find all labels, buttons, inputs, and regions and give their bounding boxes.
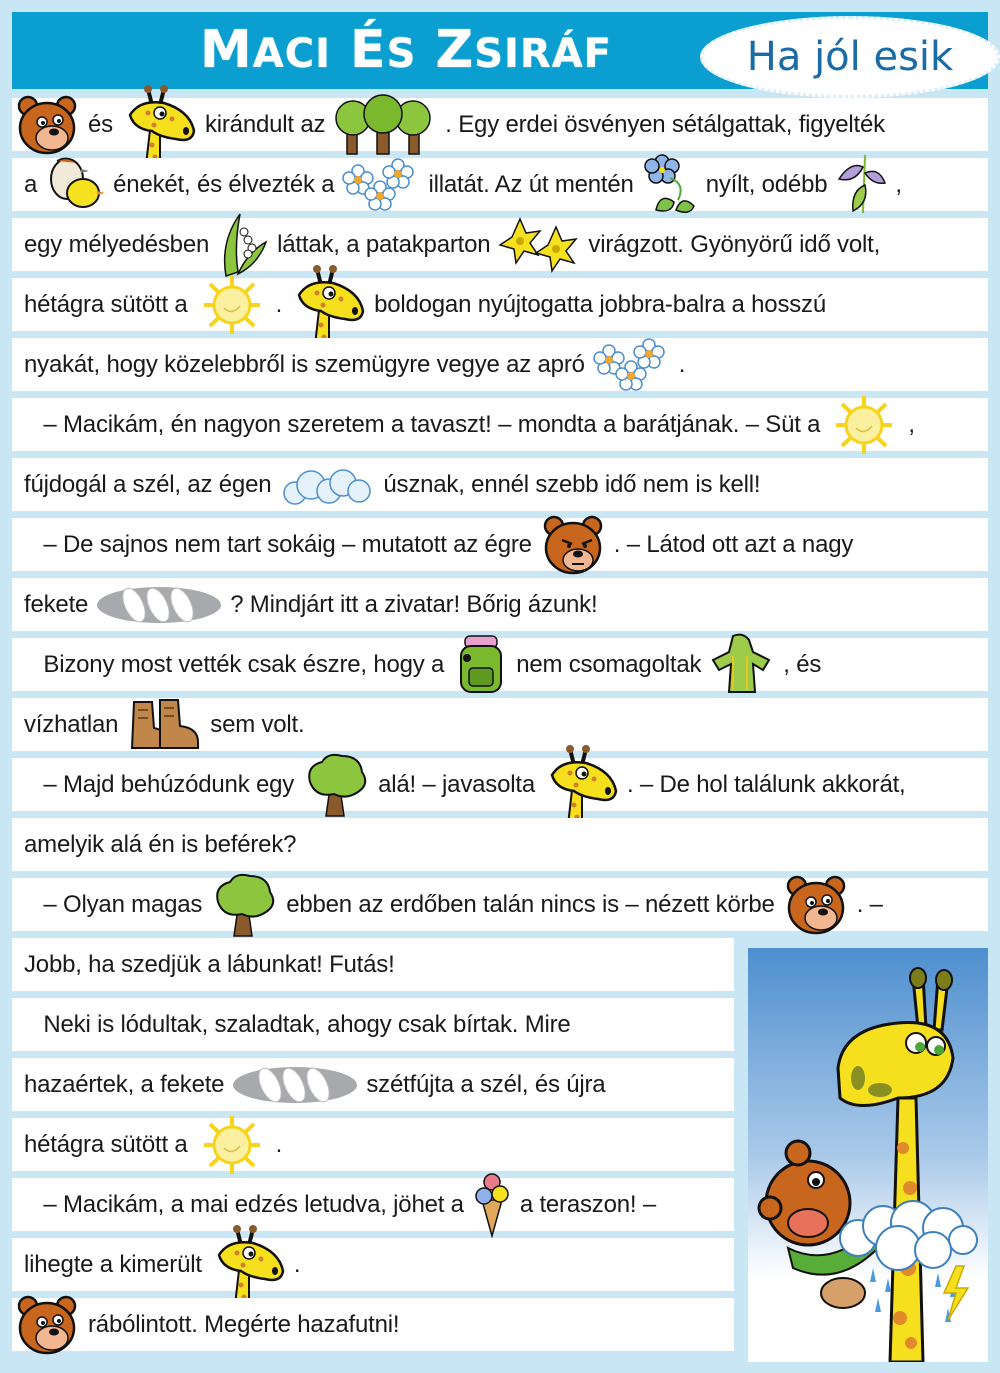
story-text-segment: virágzott. Gyönyörű idő volt, xyxy=(588,230,881,258)
story-line xyxy=(12,218,988,271)
story-text-segment: Jobb, ha szedjük a lábunkat! Futás! xyxy=(24,950,395,978)
story-text-segment: – Majd behúzódunk egy xyxy=(24,770,295,798)
backpack-icon xyxy=(450,640,510,690)
blue-violet-icon xyxy=(640,160,700,210)
story-text-segment: , xyxy=(895,170,902,198)
story-text-segment: , xyxy=(908,410,915,438)
story-line xyxy=(12,1058,734,1111)
story-text-segment: hétágra sütött a xyxy=(24,290,188,318)
story-text-segment: láttak, a patakparton xyxy=(277,230,491,258)
story-text-segment: sem volt. xyxy=(210,710,305,738)
story-text-segment: fújdogál a szél, az égen xyxy=(24,470,272,498)
story-line xyxy=(12,758,988,811)
story-text-segment: fekete xyxy=(24,590,89,618)
sun-icon xyxy=(194,1120,270,1170)
story-text-segment: ebben az erdőben talán nincs is – nézett körbe xyxy=(286,890,775,918)
story-text-segment: a xyxy=(24,170,38,198)
story-line xyxy=(12,998,734,1051)
story-text-segment: hétágra sütött a xyxy=(24,1130,188,1158)
story-text-segment: . xyxy=(275,290,283,318)
giraffe-head-icon xyxy=(541,760,621,810)
story-line xyxy=(12,938,734,991)
raincoat-icon xyxy=(707,640,777,690)
story-text-segment: vízhatlan xyxy=(24,710,119,738)
story-text-segment: . Egy erdei ösvényen sétálgattak, figyelték xyxy=(445,110,885,138)
story-line xyxy=(12,518,988,571)
story-line xyxy=(12,818,988,871)
story-text-segment: alá! – javasolta xyxy=(378,770,535,798)
purple-flower-icon xyxy=(833,160,889,210)
dark-cloud-icon xyxy=(94,580,224,630)
story-text-segment: illatát. Az út mentén xyxy=(428,170,634,198)
story-line xyxy=(12,338,988,391)
story-text-segment: – Macikám, a mai edzés letudva, jöhet a xyxy=(24,1190,464,1218)
story-line xyxy=(12,1238,734,1291)
lily-of-the-valley-icon xyxy=(215,220,271,270)
sun-icon xyxy=(826,400,902,450)
story-text-segment: . xyxy=(275,1130,283,1158)
story-text-segment: egy mélyedésben xyxy=(24,230,210,258)
story-text-segment: – Macikám, én nagyon szeretem a tavaszt! – mondta a barátjának. – Süt a xyxy=(24,410,821,438)
story-text-segment: . – De hol találunk akkorát, xyxy=(626,770,906,798)
forest-trees-icon xyxy=(331,100,439,150)
story-line xyxy=(12,1298,734,1351)
sun-icon xyxy=(194,280,270,330)
story-text-segment: hazaértek, a fekete xyxy=(24,1070,225,1098)
story-line xyxy=(12,878,988,931)
story-line xyxy=(12,1178,734,1231)
story-line xyxy=(12,158,988,211)
story-text-segment: rábólintott. Megérte hazafutni! xyxy=(88,1310,400,1338)
story-text-segment: Bizony most vették csak észre, hogy a xyxy=(24,650,445,678)
story-text-segment: . xyxy=(293,1250,301,1278)
story-text-segment: , és xyxy=(783,650,822,678)
white-flowers-icon xyxy=(591,340,673,390)
story-text-segment: úsznak, ennél szebb idő nem is kell! xyxy=(383,470,761,498)
story-text-segment: Neki is lódultak, szaladtak, ahogy csak bírtak. Mire xyxy=(24,1010,571,1038)
bear-and-giraffe-illustration xyxy=(748,948,988,1362)
story-text-segment: . xyxy=(678,350,686,378)
subtitle-badge xyxy=(700,16,1000,98)
clouds-icon xyxy=(277,460,377,510)
story-line xyxy=(12,398,988,451)
giraffe-head-icon xyxy=(288,280,368,330)
giraffe-head-icon xyxy=(119,100,199,150)
story-line xyxy=(12,458,988,511)
story-text-segment: énekét, és élvezték a xyxy=(113,170,335,198)
story-text-segment: lihegte a kimerült xyxy=(24,1250,202,1278)
boots-icon xyxy=(124,700,204,750)
story-text-segment: . – xyxy=(856,890,883,918)
story-text-segment: kirándult az xyxy=(204,110,326,138)
story-text-segment: amelyik alá én is beférek? xyxy=(24,830,297,858)
story-line xyxy=(12,698,988,751)
title-banner xyxy=(12,12,988,89)
white-flowers-icon xyxy=(340,160,422,210)
bear-face-icon xyxy=(12,1300,82,1350)
grumpy-bear-icon xyxy=(538,520,608,570)
tree-icon xyxy=(300,760,372,810)
story-line xyxy=(12,578,988,631)
subtitle-text: Ha jól esik xyxy=(746,34,954,80)
story-text-segment: nyakát, hogy közelebbről is szemügyre vegye az apró xyxy=(24,350,585,378)
ice-cream-icon xyxy=(470,1180,514,1230)
story-text-segment: szétfújta a szél, és újra xyxy=(366,1070,606,1098)
birds-icon xyxy=(43,160,107,210)
story-line xyxy=(12,98,988,151)
story-line xyxy=(12,1118,734,1171)
page-title: MACI ÉS ZSIRÁF xyxy=(200,20,612,80)
story-text-segment: a teraszon! – xyxy=(519,1190,656,1218)
story-text-segment: – De sajnos nem tart sokáig – mutatott az égre xyxy=(24,530,532,558)
story-text-segment: – Olyan magas xyxy=(24,890,203,918)
bear-face-icon xyxy=(12,100,82,150)
yellow-flowers-icon xyxy=(496,220,582,270)
giraffe-head-icon xyxy=(208,1240,288,1290)
tree-icon xyxy=(208,880,280,930)
story-text-segment: . – Látod ott azt a nagy xyxy=(613,530,854,558)
story-line xyxy=(12,638,988,691)
dark-cloud-icon xyxy=(230,1060,360,1110)
story-text-segment: ? Mindjárt itt a zivatar! Bőrig ázunk! xyxy=(230,590,598,618)
story-text-segment: nyílt, odébb xyxy=(705,170,828,198)
story-text-segment: boldogan nyújtogatta jobbra-balra a hosszú xyxy=(374,290,826,318)
story-text-segment: és xyxy=(88,110,113,138)
story-text-segment: nem csomagoltak xyxy=(516,650,702,678)
story-line xyxy=(12,278,988,331)
bear-face-icon xyxy=(781,880,851,930)
